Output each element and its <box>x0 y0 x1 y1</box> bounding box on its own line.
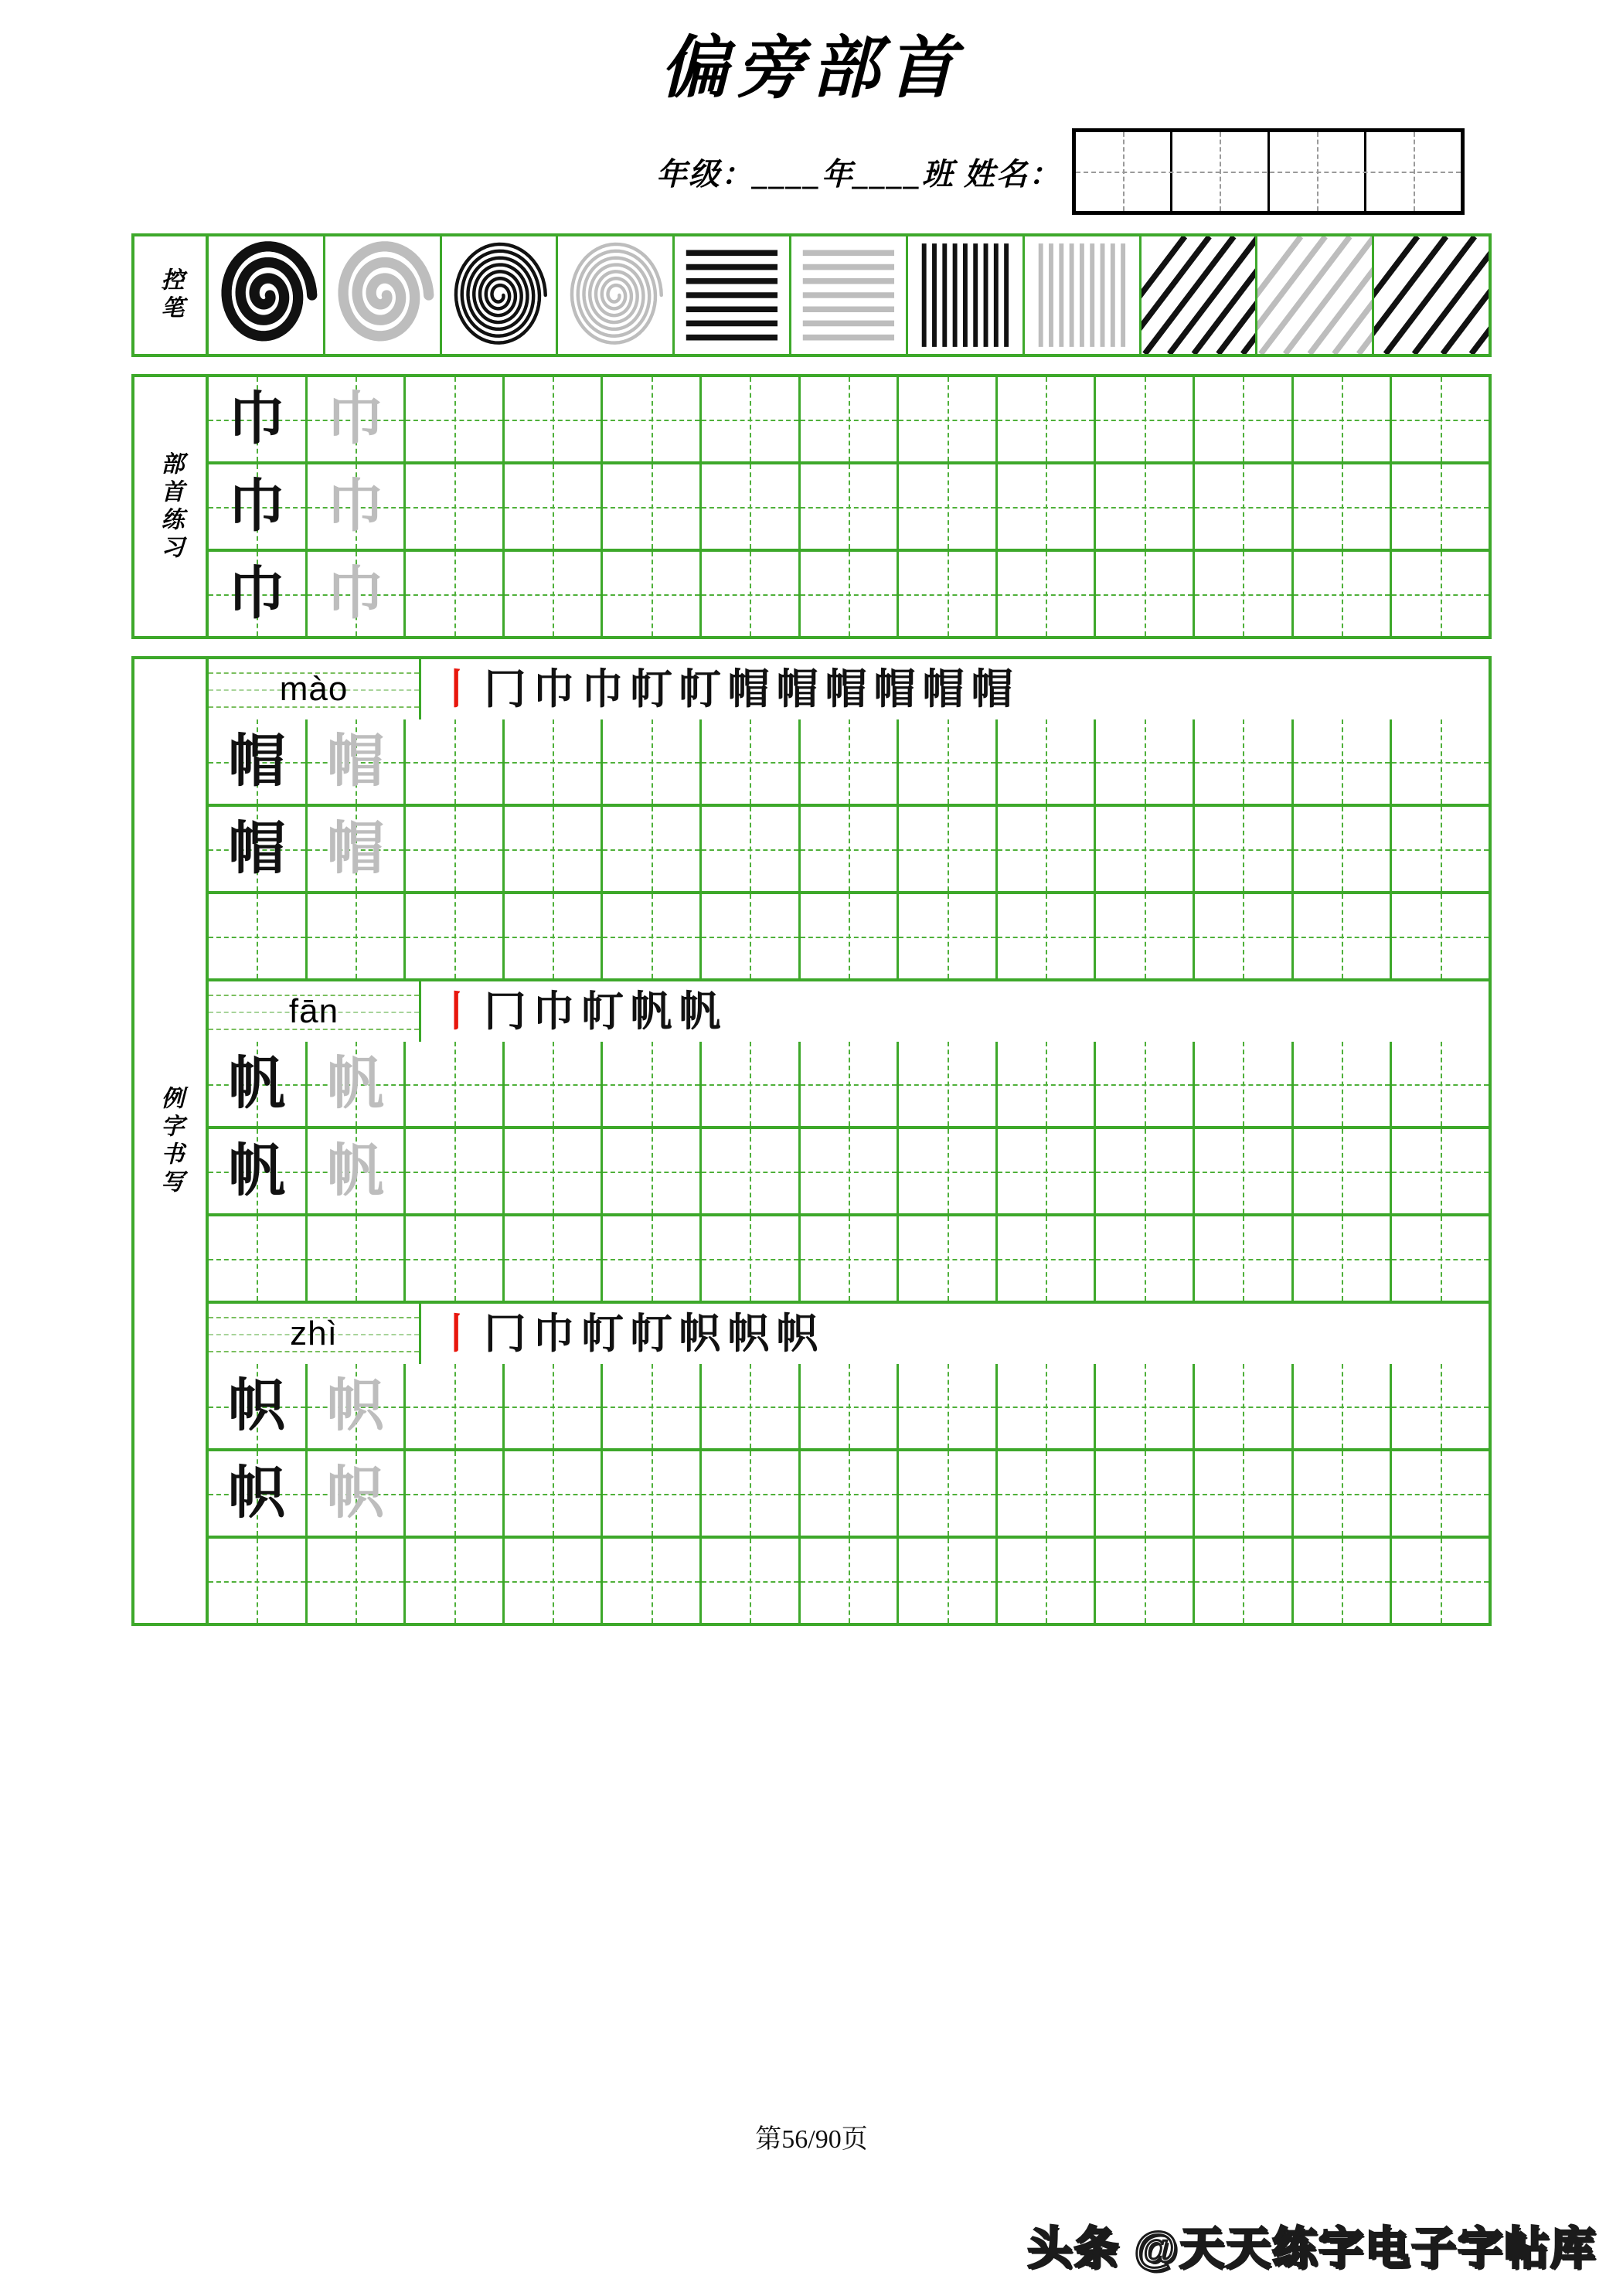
character-model: 帜 <box>228 1461 286 1526</box>
example-cell[interactable] <box>1294 1216 1393 1301</box>
example-cell[interactable] <box>1096 1451 1195 1536</box>
stroke-step-6 <box>675 1313 724 1355</box>
watermark: 头条 @天天练字电子字帖库 <box>1027 2223 1597 2274</box>
radical-cell[interactable] <box>1195 464 1294 549</box>
example-cell[interactable] <box>1195 1042 1294 1126</box>
page-footer: 第56/90页 <box>755 2125 868 2154</box>
stroke-glyph: 帄 <box>581 988 624 1035</box>
radical-cell[interactable] <box>899 377 998 461</box>
example-cell[interactable] <box>505 1539 604 1623</box>
example-cell[interactable] <box>308 1451 407 1536</box>
stroke-step-5 <box>627 988 675 1035</box>
example-cell[interactable] <box>308 807 407 891</box>
example-block-zhì <box>209 1304 1489 1623</box>
radical-cell[interactable] <box>1392 377 1489 461</box>
character-model: 帜 <box>228 1374 286 1438</box>
example-cell[interactable] <box>1392 1216 1489 1301</box>
stroke-step-10 <box>870 666 919 713</box>
vertical-lines-gray-cell <box>1025 236 1142 354</box>
example-write-row <box>209 719 1489 807</box>
example-cell[interactable] <box>1195 807 1294 891</box>
stroke-glyph: 巾 <box>581 666 624 713</box>
character-model: 帽 <box>228 817 286 881</box>
example-section-label: 例字书写 <box>157 1085 183 1197</box>
example-cell[interactable] <box>998 1129 1097 1213</box>
example-cell[interactable] <box>1195 894 1294 978</box>
stroke-step-2 <box>481 666 529 713</box>
example-cell[interactable] <box>308 1129 407 1213</box>
stroke-step-3 <box>529 1313 578 1355</box>
stroke-step-1 <box>432 1313 481 1355</box>
character-trace: 帜 <box>326 1374 384 1438</box>
radical-cell[interactable] <box>1294 552 1393 636</box>
horizontal-lines-gray-cell <box>791 236 908 354</box>
stroke-step-2 <box>481 1313 529 1355</box>
example-cell[interactable] <box>308 894 407 978</box>
example-cell[interactable] <box>603 894 702 978</box>
radical-cell[interactable] <box>1392 552 1489 636</box>
character-trace: 帽 <box>326 730 384 794</box>
example-cell[interactable] <box>406 719 505 804</box>
example-cell[interactable] <box>899 1451 998 1536</box>
example-cell[interactable] <box>603 807 702 891</box>
horizontal-lines-black-cell <box>675 236 791 354</box>
example-write-row <box>209 1451 1489 1539</box>
stroke-step-12 <box>968 666 1016 713</box>
character-trace: 帽 <box>326 817 384 881</box>
example-cell[interactable] <box>505 1451 604 1536</box>
stroke-glyph: 帆 <box>679 988 721 1035</box>
stroke-step-8 <box>773 666 822 713</box>
example-cell[interactable] <box>1096 807 1195 891</box>
radical-trace: 巾 <box>326 562 384 626</box>
example-cell[interactable] <box>801 1539 900 1623</box>
stroke-step-7 <box>724 1313 773 1355</box>
radical-cell[interactable] <box>1096 552 1195 636</box>
radical-cell[interactable] <box>1096 377 1195 461</box>
example-cell[interactable] <box>406 1129 505 1213</box>
stroke-glyph: 丨 <box>435 666 478 713</box>
radical-section-label: 部首练习 <box>157 451 183 563</box>
example-cell[interactable] <box>998 807 1097 891</box>
example-cell[interactable] <box>801 719 900 804</box>
example-cell[interactable] <box>603 1539 702 1623</box>
example-cell[interactable] <box>1294 1042 1393 1126</box>
stroke-step-6 <box>675 666 724 713</box>
example-cell[interactable] <box>505 719 604 804</box>
radical-trace: 巾 <box>326 475 384 539</box>
pinyin-text: mào <box>279 670 349 708</box>
example-cell[interactable] <box>1195 1539 1294 1623</box>
radical-row <box>209 377 1489 464</box>
example-cell[interactable] <box>308 1539 407 1623</box>
stroke-step-9 <box>822 666 870 713</box>
stroke-step-5 <box>627 666 675 713</box>
stroke-glyph: 帜 <box>679 1311 721 1357</box>
diagonal-lines-gray-cell <box>1257 236 1374 354</box>
example-cell[interactable] <box>308 1216 407 1301</box>
pinyin-stroke-row <box>209 659 1489 719</box>
example-cell[interactable] <box>1195 1364 1294 1448</box>
example-write-row <box>209 1539 1489 1623</box>
stroke-step-7 <box>724 666 773 713</box>
example-cell[interactable] <box>1195 719 1294 804</box>
radical-label-cell <box>134 377 209 636</box>
pen-control-section <box>131 233 1492 357</box>
name-cell[interactable] <box>1076 132 1172 211</box>
stroke-glyph: 冂 <box>484 1311 526 1357</box>
example-cell[interactable] <box>603 1451 702 1536</box>
radical-cell[interactable] <box>603 464 702 549</box>
stroke-step-3 <box>529 666 578 713</box>
example-cell[interactable] <box>801 894 900 978</box>
radical-cell[interactable] <box>1195 377 1294 461</box>
radical-trace: 巾 <box>326 387 384 451</box>
radical-cell[interactable] <box>998 464 1097 549</box>
example-cell[interactable] <box>1294 1364 1393 1448</box>
example-cell[interactable] <box>1392 1129 1489 1213</box>
stroke-glyph: 帄 <box>630 666 672 713</box>
name-cell[interactable] <box>1366 132 1461 211</box>
pinyin-box <box>209 1304 421 1364</box>
character-trace: 帜 <box>326 1461 384 1526</box>
pinyin-stroke-row <box>209 981 1489 1042</box>
example-write-row <box>209 1042 1489 1129</box>
radical-cell[interactable] <box>1294 464 1393 549</box>
radical-cell[interactable] <box>209 377 308 461</box>
radical-cell[interactable] <box>702 552 801 636</box>
stroke-glyph: 帄 <box>679 666 721 713</box>
stroke-glyph: 巾 <box>532 1311 575 1357</box>
stroke-order-sequence <box>421 1304 1489 1364</box>
example-cell[interactable] <box>1392 894 1489 978</box>
spiral-thin-gray-cell <box>558 236 675 354</box>
example-cell[interactable] <box>505 1129 604 1213</box>
example-cell[interactable] <box>1392 1539 1489 1623</box>
example-cell[interactable] <box>603 1216 702 1301</box>
stroke-glyph: 帽 <box>971 666 1013 713</box>
stroke-glyph: 帜 <box>727 1311 770 1357</box>
example-cell[interactable] <box>406 1042 505 1126</box>
diagonal-lines-black-2-cell <box>1374 236 1489 354</box>
name-grid[interactable] <box>1072 128 1465 215</box>
pen-control-row <box>134 236 1489 354</box>
radical-row <box>209 552 1489 636</box>
example-cell[interactable] <box>801 807 900 891</box>
example-cell[interactable] <box>702 807 801 891</box>
example-cell[interactable] <box>1392 719 1489 804</box>
stroke-glyph: 冂 <box>484 988 526 1035</box>
stroke-step-5 <box>627 1313 675 1355</box>
example-cell[interactable] <box>1096 719 1195 804</box>
stroke-step-4 <box>578 1313 627 1355</box>
example-cell[interactable] <box>899 1129 998 1213</box>
pinyin-box <box>209 659 421 719</box>
radical-cell[interactable] <box>505 377 604 461</box>
stroke-order-sequence <box>421 659 1489 719</box>
example-cell[interactable] <box>702 1364 801 1448</box>
example-cell[interactable] <box>209 894 308 978</box>
vertical-lines-black-cell <box>908 236 1025 354</box>
example-cell[interactable] <box>801 1216 900 1301</box>
example-cell[interactable] <box>702 1216 801 1301</box>
student-info-label: 年级：____年____班 姓名： <box>656 156 1061 192</box>
example-cell[interactable] <box>1195 1451 1294 1536</box>
example-cell[interactable] <box>1096 1042 1195 1126</box>
example-cell[interactable] <box>1294 894 1393 978</box>
example-write-row <box>209 894 1489 978</box>
example-cell[interactable] <box>998 1451 1097 1536</box>
example-write-row <box>209 807 1489 894</box>
example-cell[interactable] <box>209 1539 308 1623</box>
example-cell[interactable] <box>702 894 801 978</box>
radical-cell[interactable] <box>505 464 604 549</box>
stroke-order-sequence <box>421 981 1489 1042</box>
stroke-step-1 <box>432 666 481 713</box>
character-trace: 帆 <box>326 1139 384 1203</box>
example-cell[interactable] <box>505 1216 604 1301</box>
pen-control-label: 控笔 <box>157 267 183 323</box>
stroke-step-6 <box>675 988 724 1035</box>
example-write-row <box>209 1364 1489 1451</box>
example-cell[interactable] <box>505 1364 604 1448</box>
stroke-step-4 <box>578 666 627 713</box>
stroke-glyph: 帽 <box>825 666 867 713</box>
stroke-glyph: 帽 <box>727 666 770 713</box>
example-cell[interactable] <box>1096 1216 1195 1301</box>
example-cell[interactable] <box>505 894 604 978</box>
example-cell[interactable] <box>1195 1216 1294 1301</box>
radical-cell[interactable] <box>603 377 702 461</box>
example-cell[interactable] <box>899 1539 998 1623</box>
radical-grid <box>209 377 1489 636</box>
radical-cell[interactable] <box>801 464 900 549</box>
radical-cell[interactable] <box>406 377 505 461</box>
example-cell[interactable] <box>308 719 407 804</box>
example-cell[interactable] <box>801 1129 900 1213</box>
example-cell[interactable] <box>899 1364 998 1448</box>
radical-cell[interactable] <box>308 552 407 636</box>
character-model: 帽 <box>228 730 286 794</box>
stroke-glyph: 帽 <box>873 666 916 713</box>
name-cell[interactable] <box>1172 132 1269 211</box>
radical-cell[interactable] <box>899 464 998 549</box>
radical-cell[interactable] <box>1096 464 1195 549</box>
radical-cell[interactable] <box>1392 464 1489 549</box>
example-cell[interactable] <box>308 1364 407 1448</box>
example-cell[interactable] <box>406 894 505 978</box>
example-cell[interactable] <box>1195 1129 1294 1213</box>
stroke-glyph: 帽 <box>922 666 965 713</box>
stroke-glyph: 丨 <box>435 988 478 1035</box>
radical-cell[interactable] <box>308 464 407 549</box>
radical-cell[interactable] <box>209 464 308 549</box>
radical-cell[interactable] <box>209 552 308 636</box>
example-cell[interactable] <box>702 1042 801 1126</box>
example-cell[interactable] <box>603 1364 702 1448</box>
spiral-thick-gray-cell <box>325 236 442 354</box>
character-model: 帆 <box>228 1139 286 1203</box>
example-cell[interactable] <box>1096 1129 1195 1213</box>
radical-cell[interactable] <box>702 464 801 549</box>
pen-control-label-cell <box>134 236 209 354</box>
example-cell[interactable] <box>702 1539 801 1623</box>
stroke-glyph: 帆 <box>630 988 672 1035</box>
radical-model: 巾 <box>228 475 286 539</box>
example-cell[interactable] <box>998 894 1097 978</box>
example-cell[interactable] <box>1294 1539 1393 1623</box>
example-block-fān <box>209 981 1489 1304</box>
stroke-glyph: 帄 <box>630 1311 672 1357</box>
example-cell[interactable] <box>998 1539 1097 1623</box>
character-trace: 帆 <box>326 1052 384 1116</box>
radical-cell[interactable] <box>801 552 900 636</box>
radical-row <box>209 464 1489 552</box>
character-model: 帆 <box>228 1052 286 1116</box>
radical-cell[interactable] <box>308 377 407 461</box>
example-cell[interactable] <box>209 719 308 804</box>
radical-cell[interactable] <box>505 552 604 636</box>
example-blocks <box>209 659 1489 1623</box>
example-cell[interactable] <box>702 1451 801 1536</box>
example-writing-section <box>131 656 1492 1626</box>
radical-cell[interactable] <box>1195 552 1294 636</box>
example-cell[interactable] <box>1392 1451 1489 1536</box>
radical-model: 巾 <box>228 562 286 626</box>
stroke-glyph: 冂 <box>484 666 526 713</box>
example-cell[interactable] <box>209 1216 308 1301</box>
example-cell[interactable] <box>505 1042 604 1126</box>
example-cell[interactable] <box>998 1216 1097 1301</box>
example-cell[interactable] <box>801 1042 900 1126</box>
example-cell[interactable] <box>899 894 998 978</box>
radical-cell[interactable] <box>702 377 801 461</box>
radical-cell[interactable] <box>998 377 1097 461</box>
example-cell[interactable] <box>1096 1539 1195 1623</box>
example-cell[interactable] <box>406 1539 505 1623</box>
example-cell[interactable] <box>702 1129 801 1213</box>
example-cell[interactable] <box>801 1364 900 1448</box>
example-cell[interactable] <box>406 1216 505 1301</box>
stroke-glyph: 巾 <box>532 666 575 713</box>
pinyin-text: fān <box>288 992 339 1030</box>
name-cell[interactable] <box>1270 132 1366 211</box>
radical-cell[interactable] <box>406 464 505 549</box>
example-cell[interactable] <box>1096 894 1195 978</box>
example-cell[interactable] <box>801 1451 900 1536</box>
example-cell[interactable] <box>899 1042 998 1126</box>
example-cell[interactable] <box>406 1364 505 1448</box>
example-cell[interactable] <box>899 807 998 891</box>
example-write-row <box>209 1129 1489 1216</box>
page-title: 偏旁部首 <box>659 32 963 107</box>
stroke-glyph: 帄 <box>581 1311 624 1357</box>
pinyin-box <box>209 981 421 1042</box>
example-cell[interactable] <box>899 1216 998 1301</box>
stroke-step-1 <box>432 988 481 1035</box>
example-cell[interactable] <box>603 719 702 804</box>
header-info-row <box>0 128 1623 215</box>
stroke-step-8 <box>773 1313 822 1355</box>
diagonal-lines-black-cell <box>1142 236 1258 354</box>
stroke-step-4 <box>578 988 627 1035</box>
radical-cell[interactable] <box>801 377 900 461</box>
example-cell[interactable] <box>505 807 604 891</box>
example-cell[interactable] <box>1294 1451 1393 1536</box>
example-cell[interactable] <box>702 719 801 804</box>
example-cell[interactable] <box>209 1451 308 1536</box>
example-cell[interactable] <box>209 1042 308 1126</box>
radical-cell[interactable] <box>1294 377 1393 461</box>
example-cell[interactable] <box>1392 1042 1489 1126</box>
example-cell[interactable] <box>1096 1364 1195 1448</box>
radical-cell[interactable] <box>603 552 702 636</box>
example-cell[interactable] <box>209 1129 308 1213</box>
pinyin-text: zhì <box>290 1315 338 1352</box>
example-cell[interactable] <box>998 1042 1097 1126</box>
radical-practice-section <box>131 374 1492 639</box>
example-cell[interactable] <box>603 1042 702 1126</box>
example-cell[interactable] <box>209 1364 308 1448</box>
stroke-glyph: 帽 <box>776 666 818 713</box>
spiral-thin-black-cell <box>442 236 559 354</box>
example-write-row <box>209 1216 1489 1301</box>
example-block-mào <box>209 659 1489 981</box>
stroke-glyph: 巾 <box>532 988 575 1035</box>
pinyin-stroke-row <box>209 1304 1489 1364</box>
example-cell[interactable] <box>1392 1364 1489 1448</box>
example-cell[interactable] <box>1294 719 1393 804</box>
example-cell[interactable] <box>603 1129 702 1213</box>
example-cell[interactable] <box>1294 1129 1393 1213</box>
stroke-step-2 <box>481 988 529 1035</box>
stroke-glyph: 帜 <box>776 1311 818 1357</box>
example-cell[interactable] <box>406 1451 505 1536</box>
spiral-thick-black-cell <box>209 236 325 354</box>
example-cell[interactable] <box>308 1042 407 1126</box>
example-cell[interactable] <box>209 807 308 891</box>
example-label-cell <box>134 659 209 1623</box>
radical-cell[interactable] <box>899 552 998 636</box>
example-cell[interactable] <box>899 719 998 804</box>
example-cell[interactable] <box>406 807 505 891</box>
radical-model: 巾 <box>228 387 286 451</box>
stroke-glyph: 丨 <box>435 1311 478 1357</box>
example-cell[interactable] <box>1294 807 1393 891</box>
example-cell[interactable] <box>998 719 1097 804</box>
radical-cell[interactable] <box>406 552 505 636</box>
example-cell[interactable] <box>1392 807 1489 891</box>
stroke-step-11 <box>919 666 968 713</box>
example-cell[interactable] <box>998 1364 1097 1448</box>
radical-cell[interactable] <box>998 552 1097 636</box>
stroke-step-3 <box>529 988 578 1035</box>
